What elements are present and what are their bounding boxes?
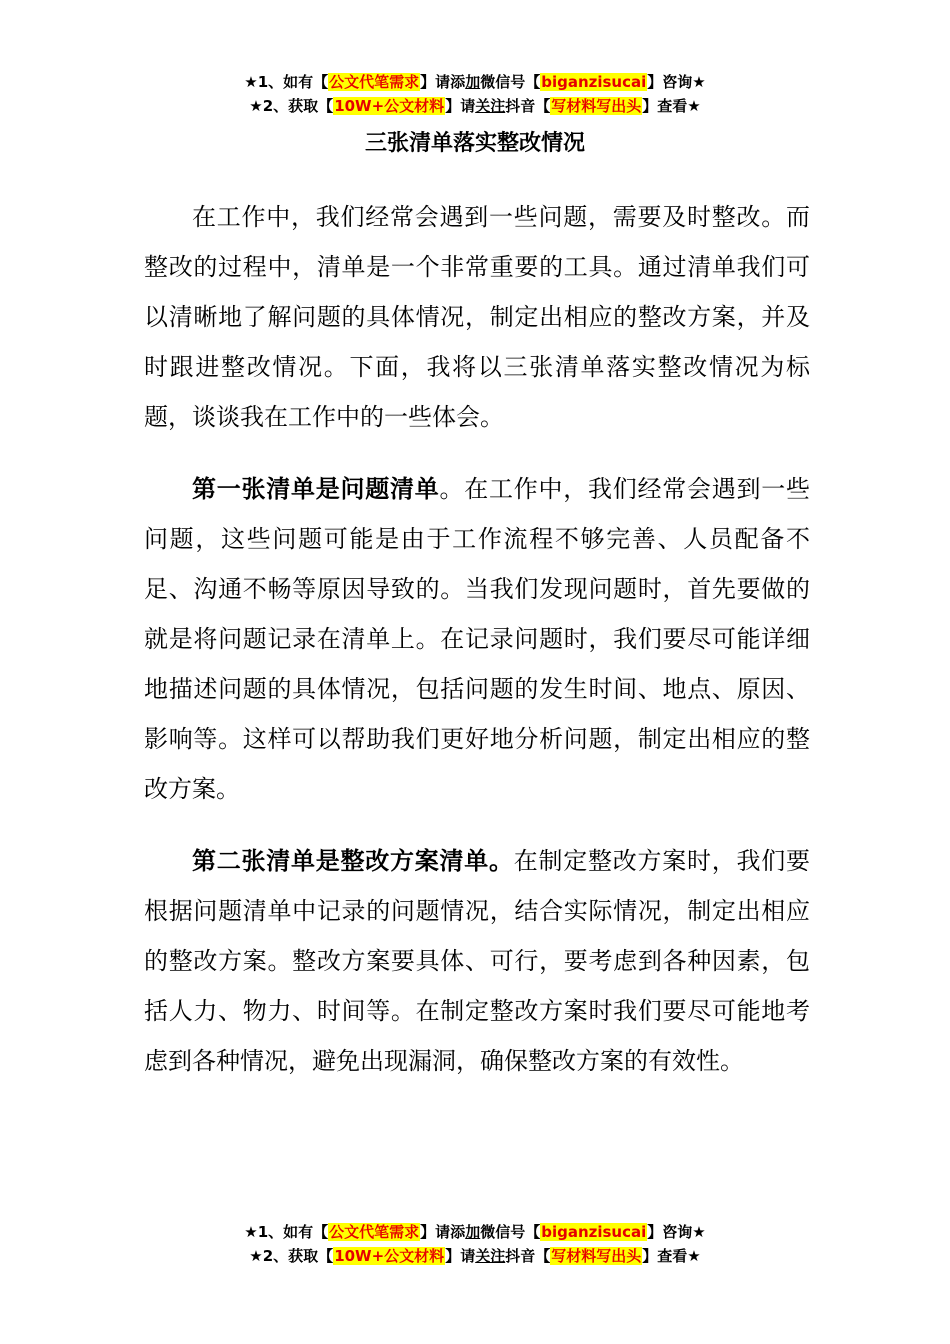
banner-text: 】请 — [445, 1247, 476, 1265]
banner-text: 】请添 — [420, 1223, 466, 1241]
banner-text: 】请添 — [420, 73, 466, 91]
paragraph-text: 在制定整改方案时，我们要根据问题清单中记录的问题情况，结合实际情况，制定出相应的整改方案。整改方案要具体、可行，要考虑到各种因素，包括人力、物力、时间等。在制定整改方案时我们要尽可能地考虑到各种情况，避免出现漏洞，确保整改方案的有效性。 — [144, 847, 810, 1075]
banner-text: ★1、如有【 — [244, 1223, 329, 1241]
banner-text: 抖音【 — [505, 97, 551, 115]
banner-highlight-douyin-id: 写材料写出头 — [551, 1247, 642, 1265]
header-banner — [0, 70, 950, 118]
banner-highlight: 10W+公文材料 — [334, 97, 445, 115]
banner-highlight: 公文代笔需求 — [329, 73, 420, 91]
banner-underline: 关注 — [475, 97, 506, 115]
banner-text: 】请 — [445, 97, 476, 115]
document-title: 三张清单落实整改情况 — [364, 131, 585, 156]
banner-text: ★2、获取【 — [249, 1247, 334, 1265]
footer-banner — [0, 1220, 950, 1268]
paragraph-intro: 在工作中，我们经常会遇到一些问题，需要及时整改。而整改的过程中，清单是一个非常重要的工具。通过清单我们可以清晰地了解问题的具体情况，制定出相应的整改方案，并及时跟进整改情况。下面，我将以三张清单落实整改情况为标题，谈谈我在工作中的一些体会。 — [144, 203, 810, 431]
banner-line-2 — [0, 1244, 950, 1268]
banner-highlight-douyin-id: 写材料写出头 — [551, 97, 642, 115]
banner-text: 】查看★ — [642, 1247, 701, 1265]
banner-highlight-wechat-id: biganzisucai — [541, 73, 647, 91]
banner-line-2 — [0, 94, 950, 118]
banner-text: 微信号【 — [480, 1223, 541, 1241]
banner-text: ★1、如有【 — [244, 73, 329, 91]
banner-line-1 — [0, 1220, 950, 1244]
banner-underline: 加 — [465, 73, 481, 91]
banner-text: 抖音【 — [505, 1247, 551, 1265]
paragraph-plan-list — [144, 836, 810, 1086]
paragraph-problem-list — [144, 464, 810, 814]
banner-text: ★2、获取【 — [249, 97, 334, 115]
paragraph-heading: 第二张清单是整改方案清单。 — [192, 847, 514, 875]
banner-text: 】咨询★ — [647, 1223, 706, 1241]
paragraph-heading: 第一张清单是问题清单 — [192, 475, 440, 503]
banner-line-1 — [0, 70, 950, 94]
banner-highlight-wechat-id: biganzisucai — [541, 1223, 647, 1241]
banner-highlight: 公文代笔需求 — [329, 1223, 420, 1241]
banner-text: 】咨询★ — [647, 73, 706, 91]
banner-text: 微信号【 — [480, 73, 541, 91]
document-body — [144, 192, 810, 1108]
banner-highlight: 10W+公文材料 — [334, 1247, 445, 1265]
banner-underline: 加 — [465, 1223, 481, 1241]
banner-underline: 关注 — [475, 1247, 506, 1265]
banner-text: 】查看★ — [642, 97, 701, 115]
paragraph-text: 。在工作中，我们经常会遇到一些问题，这些问题可能是由于工作流程不够完善、人员配备不足、沟通不畅等原因导致的。当我们发现问题时，首先要做的就是将问题记录在清单上。在记录问题时，我们要尽可能详细地描述问题的具体情况，包括问题的发生时间、地点、原因、影响等。这样可以帮助我们更好地分析问题，制定出相应的整改方案。 — [144, 475, 810, 803]
